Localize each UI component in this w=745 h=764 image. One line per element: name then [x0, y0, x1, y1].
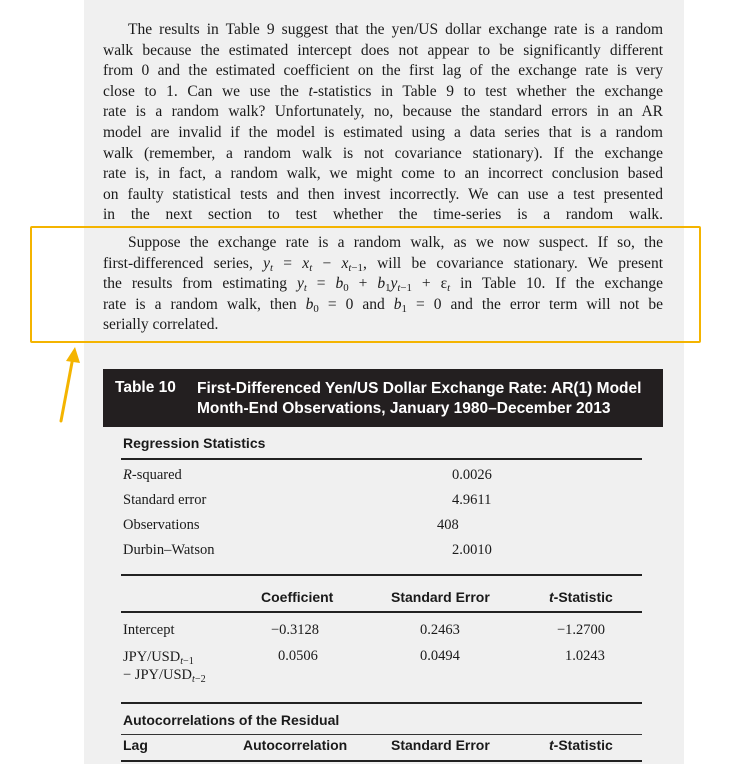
arrow-up-icon [58, 345, 88, 425]
paragraph-1 [103, 20, 663, 226]
reg-label: R-squared [123, 467, 182, 483]
text-line: close to 1. Can we use the t-statistics in Table 9 to test whether the exchange [103, 82, 663, 100]
table-title-line-1: First-Differenced Yen/US Dollar Exchange Rate: AR(1) Model [197, 380, 642, 397]
text-line: walk because the estimated intercept does not appear to be significantly different [103, 41, 663, 59]
text-line: the results from estimating $y_t = b_0 + b_1y_{t-1} + \varepsilon_t$ in Table 10. If the exchange [103, 275, 663, 295]
reg-value: 408 [437, 517, 459, 533]
t-stat-value: 1.0243 [565, 648, 605, 664]
std-error-value: 0.0494 [420, 648, 460, 664]
text-line: from 0 and the estimated coefficient on the first lag of the exchange rate is very [103, 62, 663, 80]
coef-row-label: Intercept [123, 622, 175, 638]
coef-value: 0.0506 [278, 648, 318, 664]
col-header-coefficient: Coefficient [261, 589, 334, 605]
table-number: Table 10 [115, 379, 176, 396]
col-header-t-stat: t-Statistic [549, 589, 613, 605]
text-line: model are invalid if the model is estimated using a data series that is a random [103, 123, 663, 141]
reg-label: Observations [123, 517, 200, 533]
col-header-std-error: Standard Error [391, 589, 490, 605]
text-line: serially correlated. [103, 316, 219, 334]
t-stat-value: −1.2700 [557, 622, 606, 638]
table-header-bar [103, 369, 663, 427]
divider [121, 734, 642, 735]
paragraph-1-clip [0, 0, 745, 228]
divider [121, 760, 642, 762]
divider [121, 611, 642, 613]
col-header-autocorrelation: Autocorrelation [243, 737, 348, 753]
table-title [197, 379, 641, 419]
divider [121, 458, 642, 460]
col-header-std-error: Standard Error [391, 737, 490, 753]
regression-heading: Regression Statistics [123, 435, 266, 451]
reg-value: 2.0010 [452, 542, 492, 558]
text-line: walk (remember, a random walk is not covariance stationary). If the exchange [103, 144, 663, 162]
reg-value: 4.9611 [452, 492, 492, 508]
text-line: on faulty statistical tests and then invest incorrectly. We can use a test presented [103, 185, 663, 203]
text-line: Suppose the exchange rate is a random walk, as we now suspect. If so, the [128, 234, 663, 251]
coef-value: −0.3128 [271, 622, 320, 638]
text-line: rate is a random walk, then $b_0 = 0$ and $b_1 = 0$ and the error term will not be [103, 295, 664, 315]
divider [121, 702, 642, 704]
col-header-lag: Lag [123, 737, 148, 753]
autocorr-heading: Autocorrelations of the Residual [123, 712, 340, 728]
coef-row-label: JPY/$USD_{t-1}$ − JPY/$USD_{t-2}$ [123, 649, 206, 685]
col-header-t-stat: t-Statistic [549, 737, 613, 753]
text-line: in the next section to test whether the time-series is a random walk. [103, 206, 663, 224]
reg-label: Standard error [123, 492, 207, 508]
reg-value: 0.0026 [452, 467, 492, 483]
text-line: first-differenced series, $y_t = x_t - x_{t-1}$, will be covariance stationary. We present [103, 254, 663, 274]
std-error-value: 0.2463 [420, 622, 460, 638]
text-line: rate is, in fact, a random walk, we might come to an incorrect conclusion based [103, 165, 663, 183]
highlight-box [30, 226, 701, 343]
reg-label: Durbin–Watson [123, 542, 215, 558]
text-line: The results in Table 9 suggest that the yen/US dollar exchange rate is a random [128, 21, 663, 38]
table-title-line-2: Month-End Observations, January 1980–December 2013 [197, 400, 611, 417]
text-line: rate is a random walk? Unfortunately, no, because the standard errors in an AR [103, 103, 663, 121]
divider [121, 574, 642, 576]
